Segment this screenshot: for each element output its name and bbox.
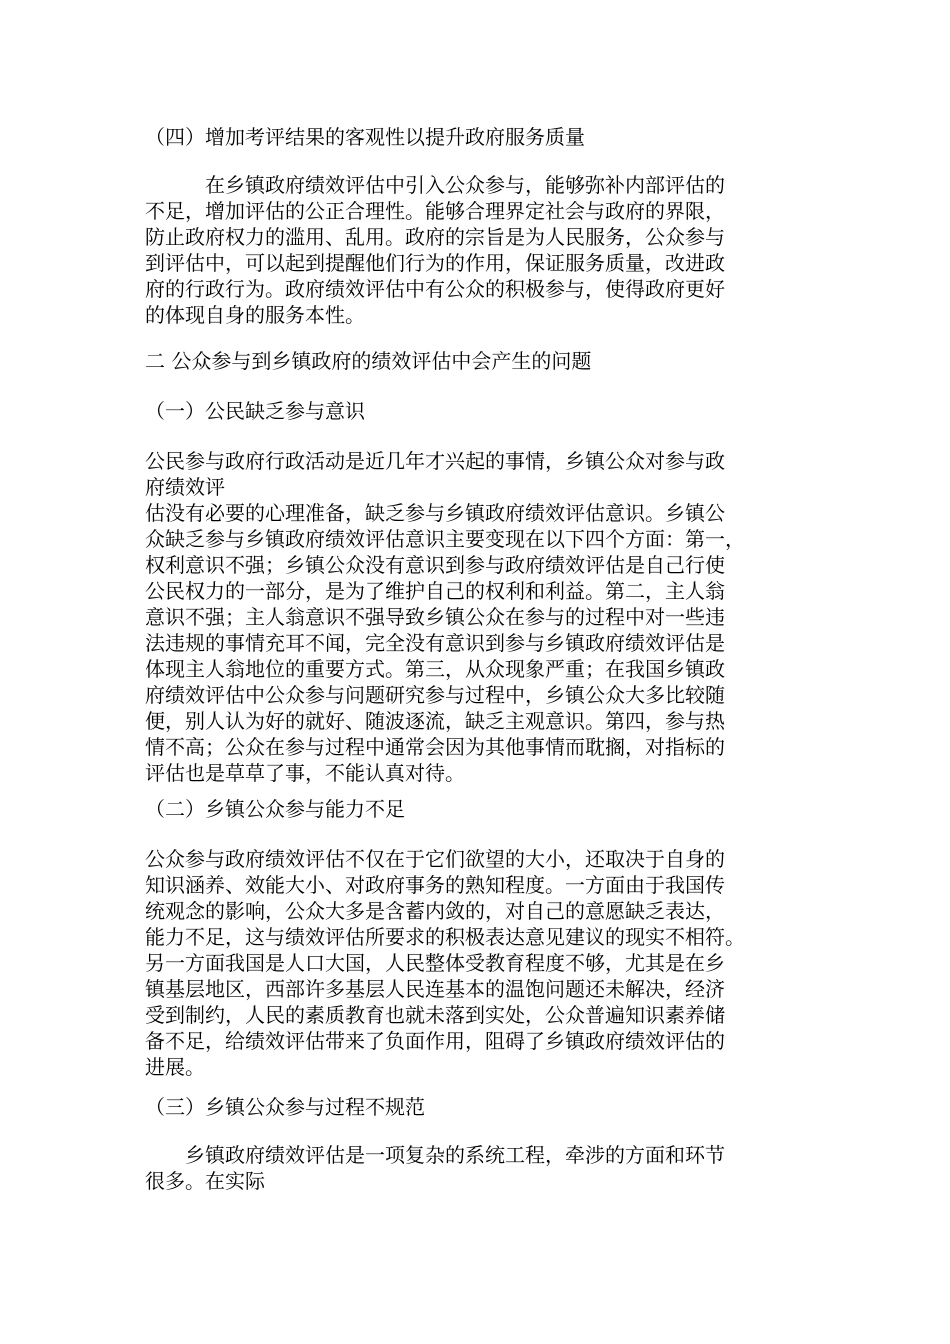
- text-line: 在乡镇政府绩效评估中引入公众参与，能够弥补内部评估的: [145, 173, 725, 197]
- text-line: 意识不强；主人翁意识不强导致乡镇公众在参与的过程中对一些违: [145, 605, 725, 629]
- heading-section-3: （三）乡镇公众参与过程不规范: [145, 1095, 425, 1119]
- text-line: 另一方面我国是人口大国，人民整体受教育程度不够，尤其是在乡: [145, 951, 725, 975]
- text-line: 公众参与政府绩效评估不仅在于它们欲望的大小，还取决于自身的: [145, 847, 725, 871]
- text-line: 权利意识不强；乡镇公众没有意识到参与政府绩效评估是自己行使: [145, 553, 725, 577]
- heading-section-1: （一）公民缺乏参与意识: [145, 399, 365, 423]
- text-line: 镇基层地区，西部许多基层人民连基本的温饱问题还未解决，经济: [145, 977, 725, 1001]
- text-line: 府的行政行为。政府绩效评估中有公众的积极参与，使得政府更好: [145, 277, 725, 301]
- text-line: 能力不足，这与绩效评估所要求的积极表达意见建议的现实不相符。: [145, 925, 745, 949]
- text-line: 估没有必要的心理准备，缺乏参与乡镇政府绩效评估意识。乡镇公: [145, 501, 725, 525]
- text-line: 知识涵养、效能大小、对政府事务的熟知程度。一方面由于我国传: [145, 873, 725, 897]
- text-line: 府绩效评: [145, 475, 225, 499]
- text-line: 统观念的影响，公众大多是含蓄内敛的，对自己的意愿缺乏表达，: [145, 899, 725, 923]
- text-line: 情不高；公众在参与过程中通常会因为其他事情而耽搁，对指标的: [145, 735, 725, 759]
- paragraph-section-3: [145, 1142, 805, 1194]
- text-line: 很多。在实际: [145, 1169, 265, 1193]
- text-line: 的体现自身的服务本性。: [145, 303, 365, 327]
- text-line: 府绩效评估中公众参与问题研究参与过程中，乡镇公众大多比较随: [145, 683, 725, 707]
- text-line: 受到制约，人民的素质教育也就未落到实处，公众普遍知识素养储: [145, 1003, 725, 1027]
- text-line: 不足，增加评估的公正合理性。能够合理界定社会与政府的界限，: [145, 199, 725, 223]
- text-line: 防止政府权力的滥用、乱用。政府的宗旨是为人民服务，公众参与: [145, 225, 725, 249]
- text-line: 评估也是草草了事，不能认真对待。: [145, 761, 465, 785]
- text-line: 乡镇政府绩效评估是一项复杂的系统工程，牵涉的方面和环节: [145, 1143, 725, 1167]
- text-line: 到评估中，可以起到提醒他们行为的作用，保证服务质量，改进政: [145, 251, 725, 275]
- text-line: 进展。: [145, 1055, 205, 1079]
- text-line: 备不足，给绩效评估带来了负面作用，阻碍了乡镇政府绩效评估的: [145, 1029, 725, 1053]
- text-line: 公民参与政府行政活动是近几年才兴起的事情，乡镇公众对参与政: [145, 449, 725, 473]
- paragraph-section-1: [145, 448, 805, 786]
- text-line: 公民权力的一部分，是为了维护自己的权利和利益。第二，主人翁: [145, 579, 725, 603]
- text-line: 便，别人认为好的就好、随波逐流，缺乏主观意识。第四，参与热: [145, 709, 725, 733]
- heading-section-4: （四）增加考评结果的客观性以提升政府服务质量: [145, 125, 585, 149]
- text-line: 体现主人翁地位的重要方式。第三，从众现象严重；在我国乡镇政: [145, 657, 725, 681]
- text-line: 众缺乏参与乡镇政府绩效评估意识主要变现在以下四个方面：第一，: [145, 527, 745, 551]
- text-line: 法违规的事情充耳不闻，完全没有意识到参与乡镇政府绩效评估是: [145, 631, 725, 655]
- heading-part-2: 二 公众参与到乡镇政府的绩效评估中会产生的问题: [145, 349, 592, 373]
- paragraph-section-2: [145, 846, 805, 1080]
- heading-section-2: （二）乡镇公众参与能力不足: [145, 797, 405, 821]
- paragraph-section-4: [145, 172, 805, 328]
